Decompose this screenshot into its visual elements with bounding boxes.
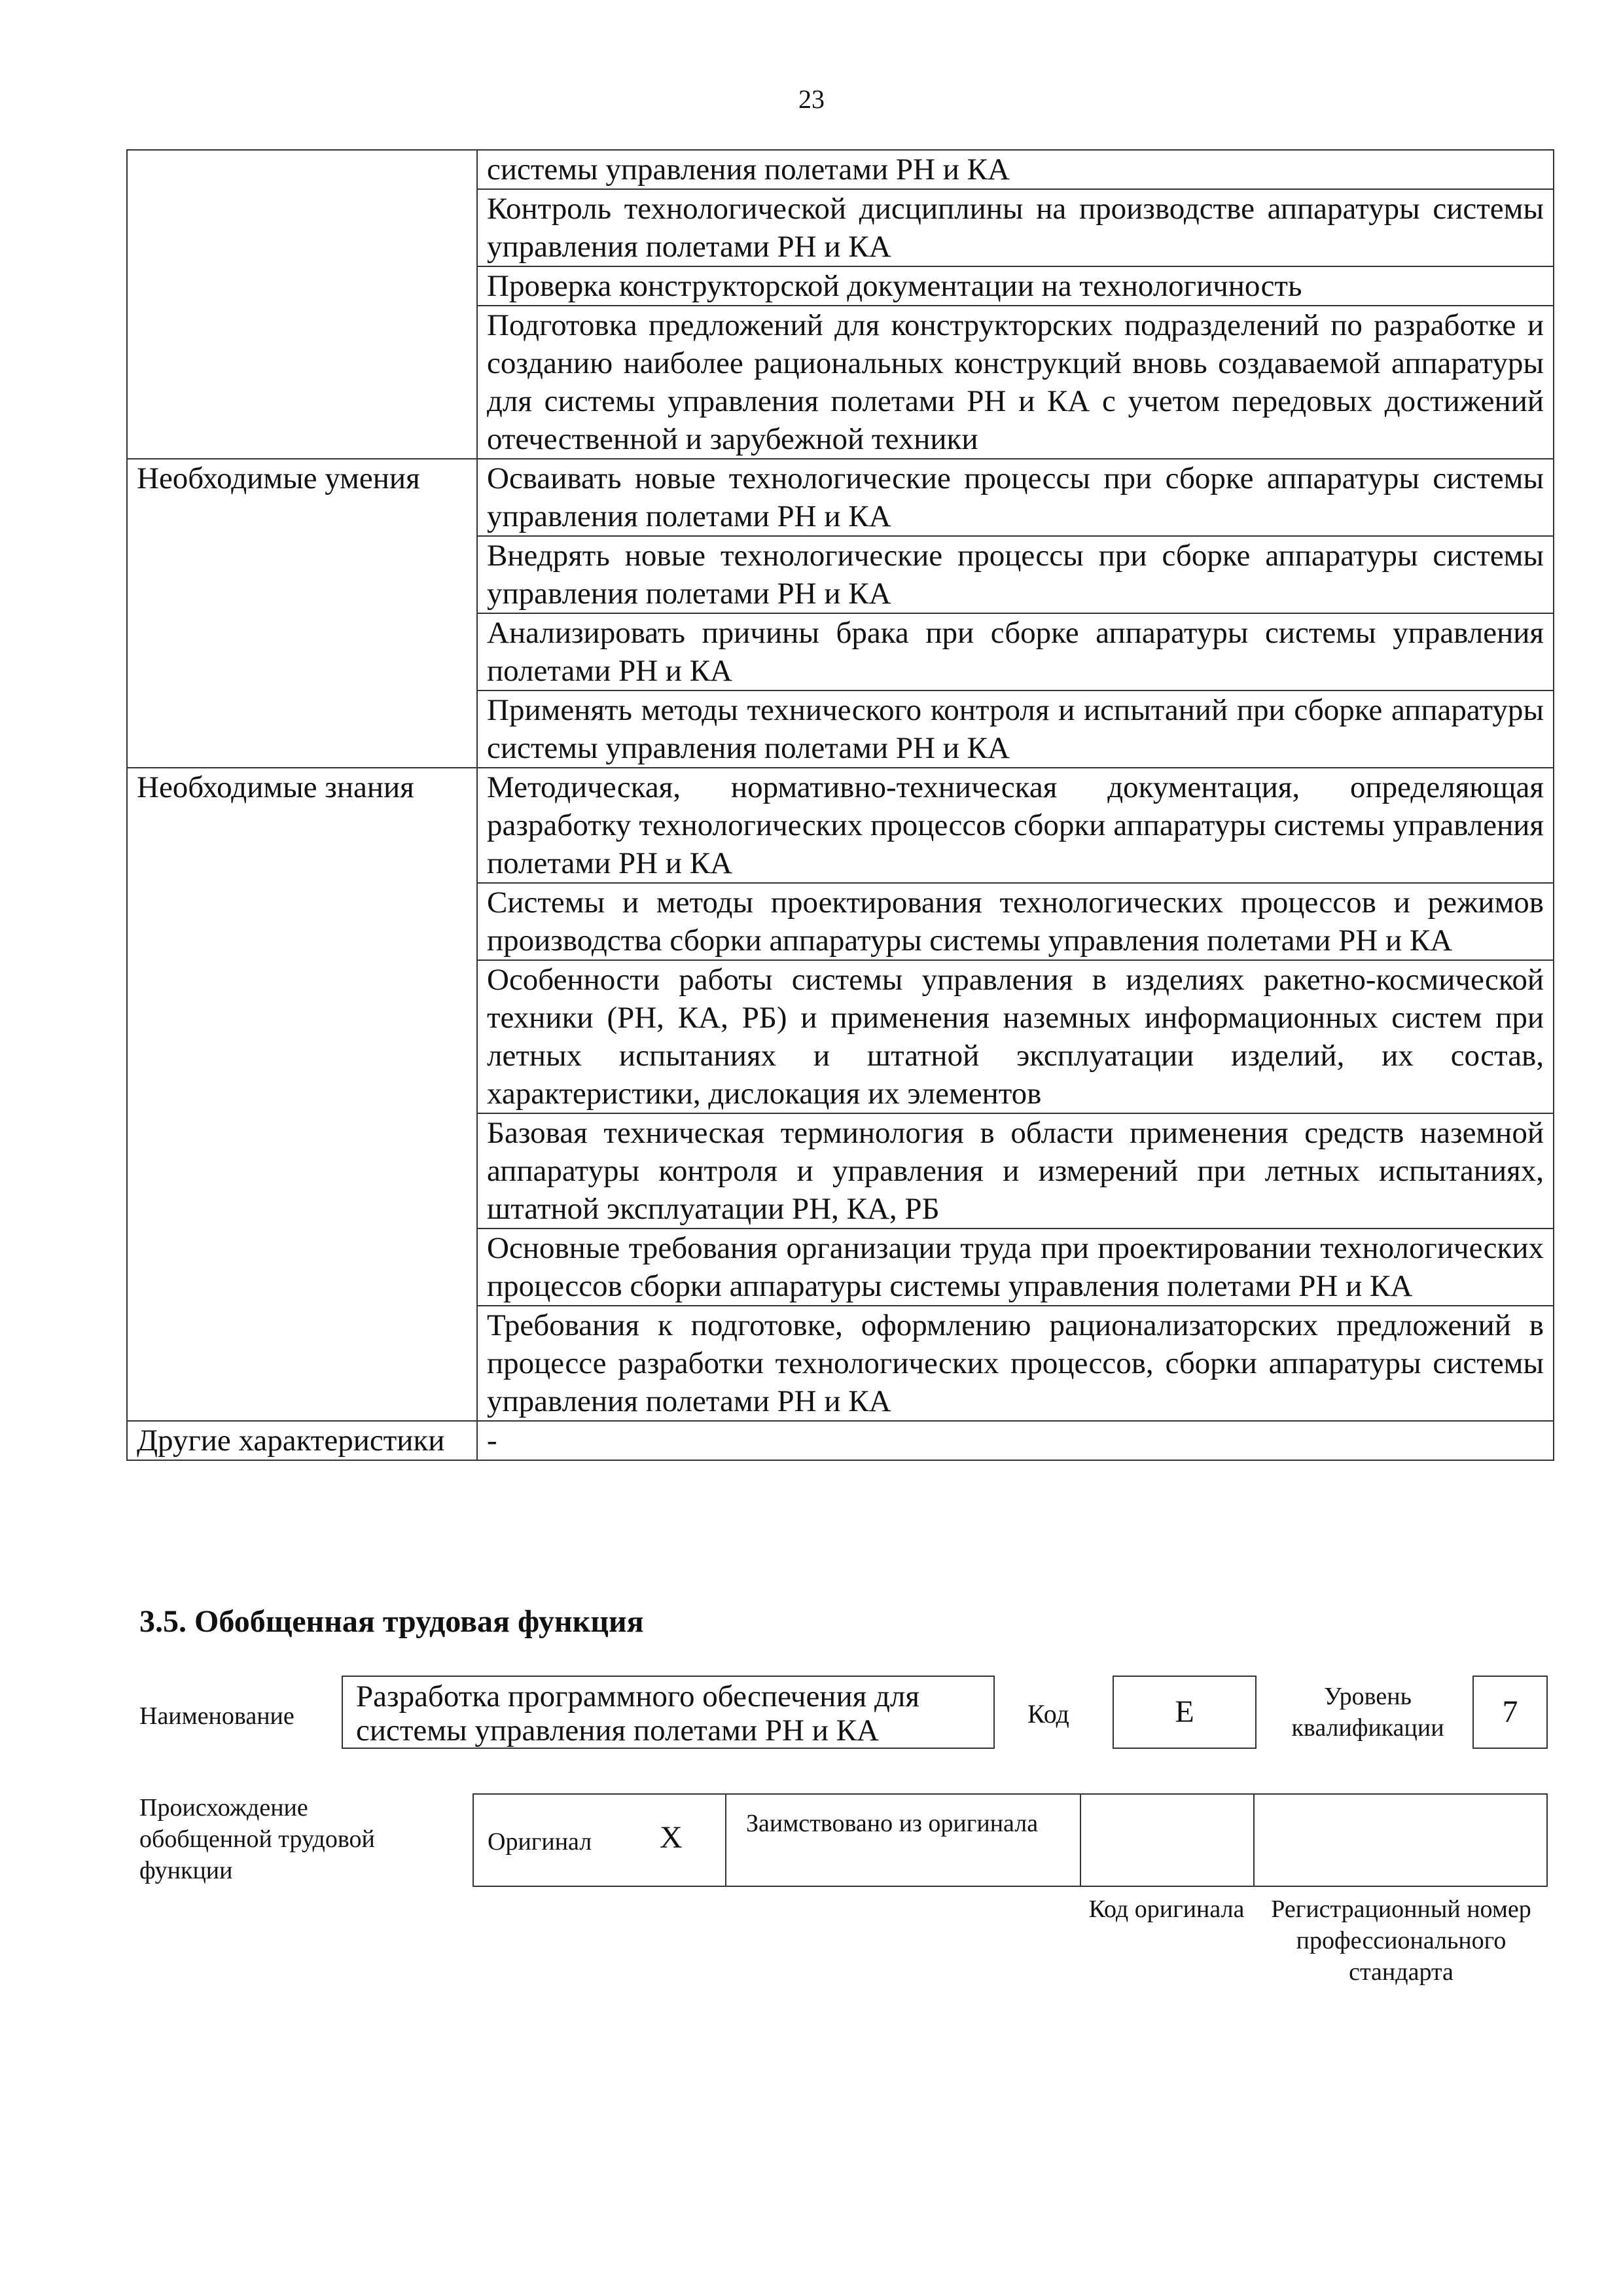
table-cell: Осваивать новые технологические процессы при сборке аппаратуры системы управления полетами РН и КА bbox=[477, 459, 1554, 536]
table-cell: Анализировать причины брака при сборке аппаратуры системы управления полетами РН и КА bbox=[477, 613, 1554, 691]
table-cell: Особенности работы системы управления в изделиях ракетно-космической техники (РН, КА, РБ) и применения наземных информационных систем при летных испытаниях и штатной эксплуатации изделий, их состав, характеристики, дислокация их элементов bbox=[477, 960, 1554, 1113]
code-original-caption: Код оригинала bbox=[1088, 1895, 1245, 1923]
origin-label: Происхождение обобщенной трудовой функции bbox=[139, 1794, 375, 1884]
borrowed-label: Заимствовано из оригинала bbox=[746, 1810, 1039, 1837]
function-name-box bbox=[342, 1676, 995, 1749]
table-cell: Базовая техническая терминология в области применения средств наземной аппаратуры контроля и управления и измерений при летных испытаниях, штатной эксплуатации РН, КА, РБ bbox=[477, 1113, 1554, 1229]
name-label: Наименование bbox=[139, 1702, 294, 1730]
code-box bbox=[1113, 1676, 1257, 1749]
table-cell: Внедрять новые технологические процессы при сборке аппаратуры системы управления полетами РН и КА bbox=[477, 536, 1554, 613]
function-name-value: Разработка программного обеспечения для системы управления полетами РН и КА bbox=[356, 1679, 919, 1748]
table-cell: Контроль технологической дисциплины на производстве аппаратуры системы управления полетами РН и КА bbox=[477, 189, 1554, 266]
page-number: 23 bbox=[798, 84, 825, 114]
original-label: Оригинал bbox=[488, 1828, 592, 1856]
skills-table bbox=[126, 149, 1554, 1461]
table-cell: Требования к подготовке, оформлению рационализаторских предложений в процессе разработки технологических процессов, сборки аппаратуры системы управления полетами РН и КА bbox=[477, 1306, 1554, 1421]
level-value: 7 bbox=[1502, 1695, 1518, 1729]
divider bbox=[1080, 1793, 1081, 1887]
row-label bbox=[127, 150, 477, 459]
table-row bbox=[127, 1421, 1554, 1460]
code-label: Код bbox=[1027, 1699, 1069, 1729]
level-label: Уровень квалификации bbox=[1291, 1683, 1444, 1742]
table-cell: Системы и методы проектирования технологических процессов и режимов производства сборки аппаратуры системы управления полетами РН и КА bbox=[477, 883, 1554, 960]
table-row bbox=[127, 150, 1554, 189]
row-label-other: Другие характеристики bbox=[127, 1421, 477, 1460]
table-cell: - bbox=[477, 1421, 1554, 1460]
divider bbox=[1253, 1793, 1255, 1887]
row-label-knowledge: Необходимые знания bbox=[127, 768, 477, 1421]
table-cell: Подготовка предложений для конструкторских подразделений по разработке и созданию наиболее рациональных конструкций вновь создаваемой аппаратуры для системы управления полетами РН и КА с учетом передовых достижений отечественной и зарубежной техники bbox=[477, 306, 1554, 459]
reg-number-caption: Регистрационный номер профессионального стандарта bbox=[1271, 1895, 1531, 1986]
table-cell: Основные требования организации труда при проектировании технологических процессов сборки аппаратуры системы управления полетами РН и КА bbox=[477, 1229, 1554, 1306]
table-row bbox=[127, 459, 1554, 536]
table-row bbox=[127, 768, 1554, 883]
table-cell: Методическая, нормативно-техническая документация, определяющая разработку технологических процессов сборки аппаратуры системы управления полетами РН и КА bbox=[477, 768, 1554, 883]
code-value: E bbox=[1175, 1695, 1194, 1729]
original-mark: X bbox=[660, 1820, 683, 1855]
divider bbox=[725, 1793, 726, 1887]
row-label-skills: Необходимые умения bbox=[127, 459, 477, 768]
level-box bbox=[1472, 1676, 1548, 1749]
table-cell: Проверка конструкторской документации на технологичность bbox=[477, 266, 1554, 306]
table-cell: системы управления полетами РН и КА bbox=[477, 150, 1554, 189]
section-title: 3.5. Обобщенная трудовая функция bbox=[139, 1604, 644, 1639]
table-cell: Применять методы технического контроля и испытаний при сборке аппаратуры системы управления полетами РН и КА bbox=[477, 691, 1554, 768]
